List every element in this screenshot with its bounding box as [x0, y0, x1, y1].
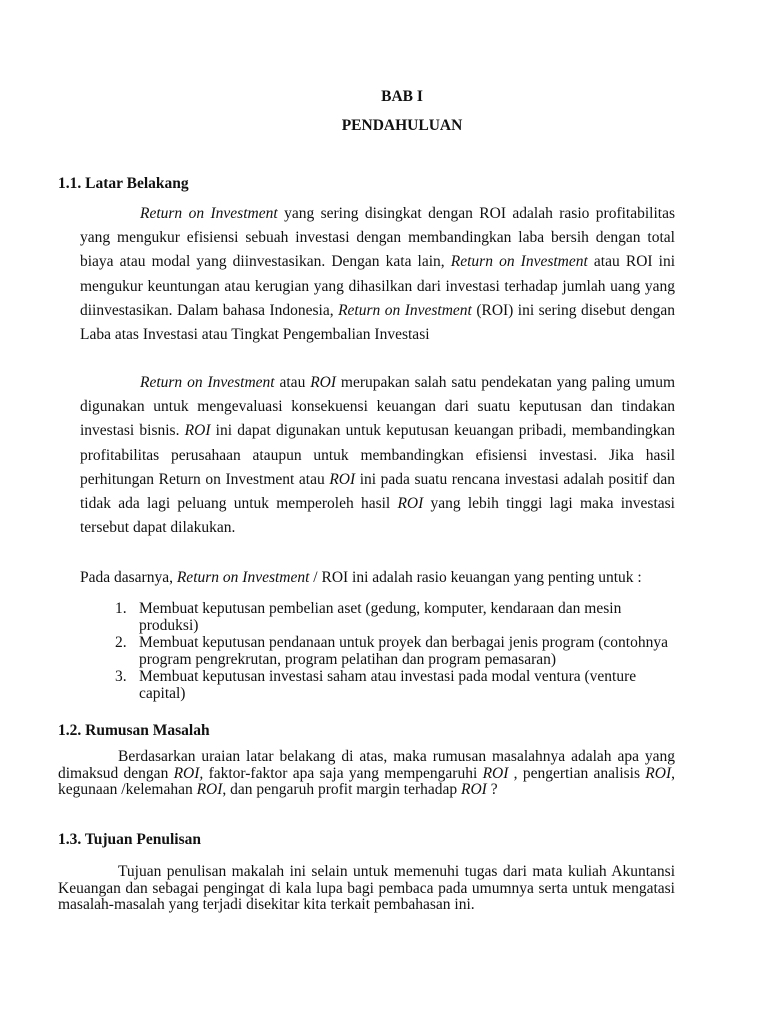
paragraph-rumusan-masalah: Berdasarkan uraian latar belakang di atas, maka rumusan masalahnya adalah apa yang dimaksud dengan ROI, faktor-faktor apa saja yang mempengaruhi ROI , pengertian analisis ROI, kegunaan /kelemahan ROI, dan pengaruh profit margin terhadap ROI ? [58, 748, 675, 798]
paragraph-tujuan-penulisan: Tujuan penulisan makalah ini selain untuk memenuhi tugas dari mata kuliah Akuntansi Keuangan dan sebagai pengingat di kala lupa bagi pembaca pada umumnya serta untuk mengatasi masalah-masalah yang terjadi disekitar kita terkait pembahasan ini. [58, 863, 675, 913]
section-heading-tujuan-penulisan: 1.3. Tujuan Penulisan [58, 831, 202, 848]
paragraph-latar-belakang-2: Return on Investment atau ROI merupakan salah satu pendekatan yang paling umum digunakan untuk mengevaluasi konsekuensi keuangan dari suatu keputusan dan tindakan investasi bisnis. ROI ini dapat digunakan untuk keputusan keuangan pribadi, membandingkan profitabilitas perusahaan ataupun untuk membandingkan efisiensi investasi. Jika hasil perhitungan Return on Investment atau ROI ini pada suatu rencana investasi adalah positif dan tidak ada lagi peluang untuk memperoleh hasil ROI yang lebih tinggi lagi maka investasi tersebut dapat dilakukan. [80, 374, 676, 537]
numbered-list [100, 601, 680, 703]
list-item: 3. Membuat keputusan investasi saham atau investasi pada modal ventura (venture capital) [115, 668, 637, 702]
paragraph-latar-belakang-1: Return on Investment yang sering disingkat dengan ROI adalah rasio profitabilitas yang mengukur efisiensi sebuah investasi dengan membandingkan laba bersih dengan total biaya atau modal yang diinvestasikan. Dengan kata lain, Return on Investment atau ROI ini mengukur keuntungan atau kerugian yang dihasilkan dari investasi terhadap jumlah uang yang diinvestasikan. Dalam bahasa Indonesia, Return on Investment (ROI) ini sering disebut dengan Laba atas Investasi atau Tingkat Pengembalian Investasi [80, 205, 676, 344]
section-heading-latar-belakang: 1.1. Latar Belakang [58, 175, 189, 192]
chapter-number: BAB I [381, 88, 423, 105]
list-item: 2. Membuat keputusan pendanaan untuk proyek dan berbagai jenis program (contohnya program pengrekrutan, program pelatihan dan program pemasaran) [115, 634, 668, 668]
section-heading-rumusan-masalah: 1.2. Rumusan Masalah [58, 722, 210, 739]
list-item: 1. Membuat keputusan pembelian aset (gedung, komputer, kendaraan dan mesin produksi) [115, 600, 622, 634]
paragraph-pada-dasarnya: Pada dasarnya, Return on Investment / ROI ini adalah rasio keuangan yang penting untuk : [80, 569, 642, 586]
chapter-title: PENDAHULUAN [341, 117, 463, 134]
